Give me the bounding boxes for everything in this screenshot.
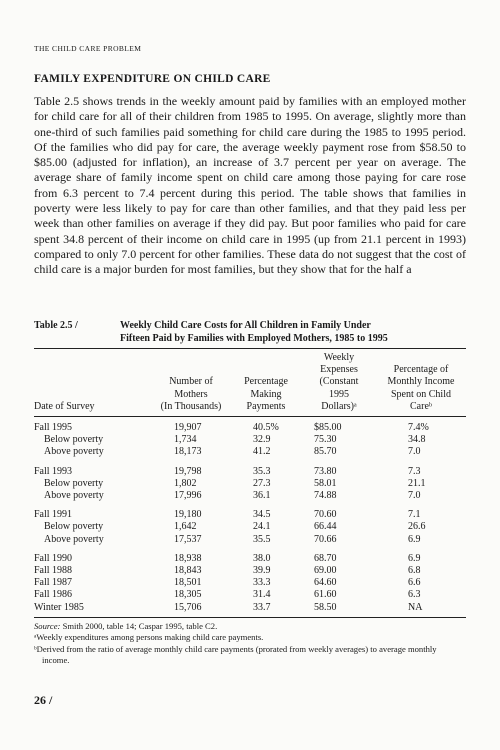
cell-mothers: 19,180: [174, 509, 202, 521]
cell-income-share: 6.8: [408, 565, 421, 577]
cell-weekly-expenses: 64.60: [314, 577, 337, 589]
cell-percentage-paying: 35.3: [253, 465, 271, 477]
footnote-text: Weekly expenditures among persons making child care payments.: [36, 632, 264, 643]
cell-mothers: 18,938: [174, 552, 202, 564]
table-row: [34, 459, 466, 478]
table-notes: [34, 621, 466, 667]
cell-weekly-expenses: $85.00: [314, 422, 342, 434]
cell-mothers: 15,706: [174, 601, 202, 613]
table-2-5: [34, 319, 466, 666]
table-title-line: Fifteen Paid by Families with Employed Mothers, 1985 to 1995: [120, 333, 388, 344]
cell-percentage-paying: 40.5%: [253, 422, 279, 434]
page-number: 26 /: [34, 693, 53, 707]
cell-weekly-expenses: 58.50: [314, 601, 337, 613]
row-label: Below poverty: [44, 521, 104, 533]
source-note: [34, 621, 466, 632]
cell-percentage-paying: 24.1: [253, 521, 271, 533]
table-title-line: Weekly Child Care Costs for All Children in Family Under: [120, 320, 371, 331]
footnote-a: [34, 632, 466, 643]
cell-income-share: 21.1: [408, 477, 426, 489]
row-label: Fall 1991: [34, 509, 73, 521]
cell-weekly-expenses: 85.70: [314, 446, 337, 458]
header-line: 1995: [329, 388, 349, 400]
cell-weekly-expenses: 69.00: [314, 565, 337, 577]
table-row: [34, 577, 466, 589]
row-label: Fall 1993: [34, 465, 73, 477]
table-row: [34, 478, 466, 490]
table-row: [34, 546, 466, 565]
data-table: [34, 348, 466, 618]
cell-mothers: 19,907: [174, 422, 202, 434]
header-percentage-making-payments: [230, 349, 302, 417]
cell-mothers: 17,996: [174, 490, 202, 502]
cell-mothers: 18,501: [174, 577, 202, 589]
cell-weekly-expenses: 73.80: [314, 465, 337, 477]
header-line: Monthly Income: [387, 376, 455, 388]
footnote-mark: ᵇ: [34, 643, 37, 654]
row-label: Fall 1990: [34, 552, 73, 564]
row-label: Fall 1986: [34, 589, 73, 601]
cell-income-share: 6.9: [408, 533, 421, 545]
body-paragraph: Table 2.5 shows trends in the weekly amount paid by families with an employed mother for child care for all of their children from 1985 to 1995. On average, slightly more than one-third of such families paid something for child care during the 1985 to 1995 period. Of the families who did pay for care, the average weekly payment rose from $58.50 to $85.00 (adjusted for inflation), an increase of 3.7 percent per year on average. The average share of family income spent on child care among those paying for care rose from 6.3 percent to 7.4 percent during this period. The table shows that families in poverty were less likely to pay for care than other families, and that they paid less per week than other families on average if they did pay. But poor families who paid for care spent 34.8 percent of their income on child care in 1995 (up from 21.1 percent in 1993) compared to only 7.0 percent for other families. These data do not suggest that the cost of child care is a major burden for most families, but they show that for the half a: [34, 94, 466, 277]
cell-mothers: 1,642: [174, 521, 197, 533]
cell-percentage-paying: 39.9: [253, 565, 271, 577]
table-row: [34, 490, 466, 502]
cell-weekly-expenses: 61.60: [314, 589, 337, 601]
row-label: Below poverty: [44, 434, 104, 446]
table-row: [34, 602, 466, 618]
header-line: Careᵇ: [410, 400, 432, 412]
cell-weekly-expenses: 68.70: [314, 552, 337, 564]
cell-income-share: 7.3: [408, 465, 421, 477]
cell-income-share: 7.1: [408, 509, 421, 521]
cell-weekly-expenses: 58.01: [314, 477, 337, 489]
header-line: Mothers: [174, 388, 208, 400]
cell-mothers: 1,802: [174, 477, 197, 489]
table-row: [34, 446, 466, 458]
header-line: Spent on Child: [390, 388, 451, 400]
cell-percentage-paying: 34.5: [253, 509, 271, 521]
table-row: [34, 434, 466, 446]
source-label: Source:: [34, 620, 61, 631]
cell-mothers: 19,798: [174, 465, 202, 477]
cell-income-share: 7.0: [408, 490, 421, 502]
header-line: Number of: [169, 376, 213, 388]
row-label: Above poverty: [44, 446, 104, 458]
footnote-text: Derived from the ratio of average monthly child care payments (prorated from weekly averages) to average monthly income.: [36, 643, 437, 666]
row-label: Above poverty: [44, 490, 104, 502]
table-number: Table 2.5 /: [34, 320, 78, 331]
row-label: Above poverty: [44, 533, 104, 545]
source-text: Smith 2000, table 14; Caspar 1995, table C2.: [62, 620, 218, 631]
row-label: Winter 1985: [34, 601, 84, 613]
table-title: [120, 319, 466, 345]
cell-weekly-expenses: 66.44: [314, 521, 337, 533]
cell-percentage-paying: 33.3: [253, 577, 271, 589]
header-line: Percentage: [244, 376, 288, 388]
footnote-mark: ᵃ: [34, 632, 37, 643]
table-row: [34, 565, 466, 577]
cell-weekly-expenses: 75.30: [314, 434, 337, 446]
table-caption: [34, 319, 466, 345]
header-weekly-expenses: [302, 349, 376, 417]
header-line: (Constant: [319, 376, 359, 388]
cell-mothers: 1,734: [174, 434, 197, 446]
row-label: Fall 1988: [34, 565, 73, 577]
table-row: [34, 589, 466, 601]
table-row: [34, 417, 466, 435]
table-body: [34, 417, 466, 618]
table-row: [34, 534, 466, 546]
row-label: Fall 1995: [34, 422, 73, 434]
cell-weekly-expenses: 74.88: [314, 490, 337, 502]
cell-income-share: 7.4%: [408, 422, 429, 434]
cell-income-share: 7.0: [408, 446, 421, 458]
table-row: [34, 521, 466, 533]
cell-income-share: 34.8: [408, 434, 426, 446]
header-line: Payments: [246, 400, 286, 412]
cell-percentage-paying: 35.5: [253, 533, 271, 545]
cell-percentage-paying: 33.7: [253, 601, 271, 613]
header-line: Weekly: [323, 352, 355, 363]
header-number-of-mothers: [152, 349, 230, 417]
cell-weekly-expenses: 70.60: [314, 509, 337, 521]
header-line: Dollars)ᵃ: [321, 400, 357, 412]
cell-percentage-paying: 32.9: [253, 434, 271, 446]
cell-percentage-paying: 41.2: [253, 446, 271, 458]
running-head: THE CHILD CARE PROBLEM: [34, 44, 142, 53]
row-label: Below poverty: [44, 477, 104, 489]
cell-income-share: NA: [408, 601, 423, 613]
footnote-b: [34, 644, 466, 667]
header-line: Expenses: [320, 364, 358, 376]
header-date-of-survey: Date of Survey: [34, 349, 152, 417]
table-header-row: [34, 349, 466, 417]
cell-mothers: 18,843: [174, 565, 202, 577]
cell-income-share: 6.9: [408, 552, 421, 564]
cell-weekly-expenses: 70.66: [314, 533, 337, 545]
header-line: (In Thousands): [160, 400, 222, 412]
cell-income-share: 26.6: [408, 521, 426, 533]
cell-percentage-paying: 38.0: [253, 552, 271, 564]
section-heading: FAMILY EXPENDITURE ON CHILD CARE: [34, 73, 271, 85]
header-line: Making: [250, 388, 282, 400]
cell-percentage-paying: 36.1: [253, 490, 271, 502]
cell-mothers: 18,173: [174, 446, 202, 458]
cell-income-share: 6.3: [408, 589, 421, 601]
cell-percentage-paying: 27.3: [253, 477, 271, 489]
header-line: Percentage of: [393, 364, 449, 376]
cell-percentage-paying: 31.4: [253, 589, 271, 601]
table-row: [34, 502, 466, 521]
cell-mothers: 18,305: [174, 589, 202, 601]
cell-mothers: 17,537: [174, 533, 202, 545]
header-percentage-of-income: [376, 349, 466, 417]
cell-income-share: 6.6: [408, 577, 421, 589]
row-label: Fall 1987: [34, 577, 73, 589]
